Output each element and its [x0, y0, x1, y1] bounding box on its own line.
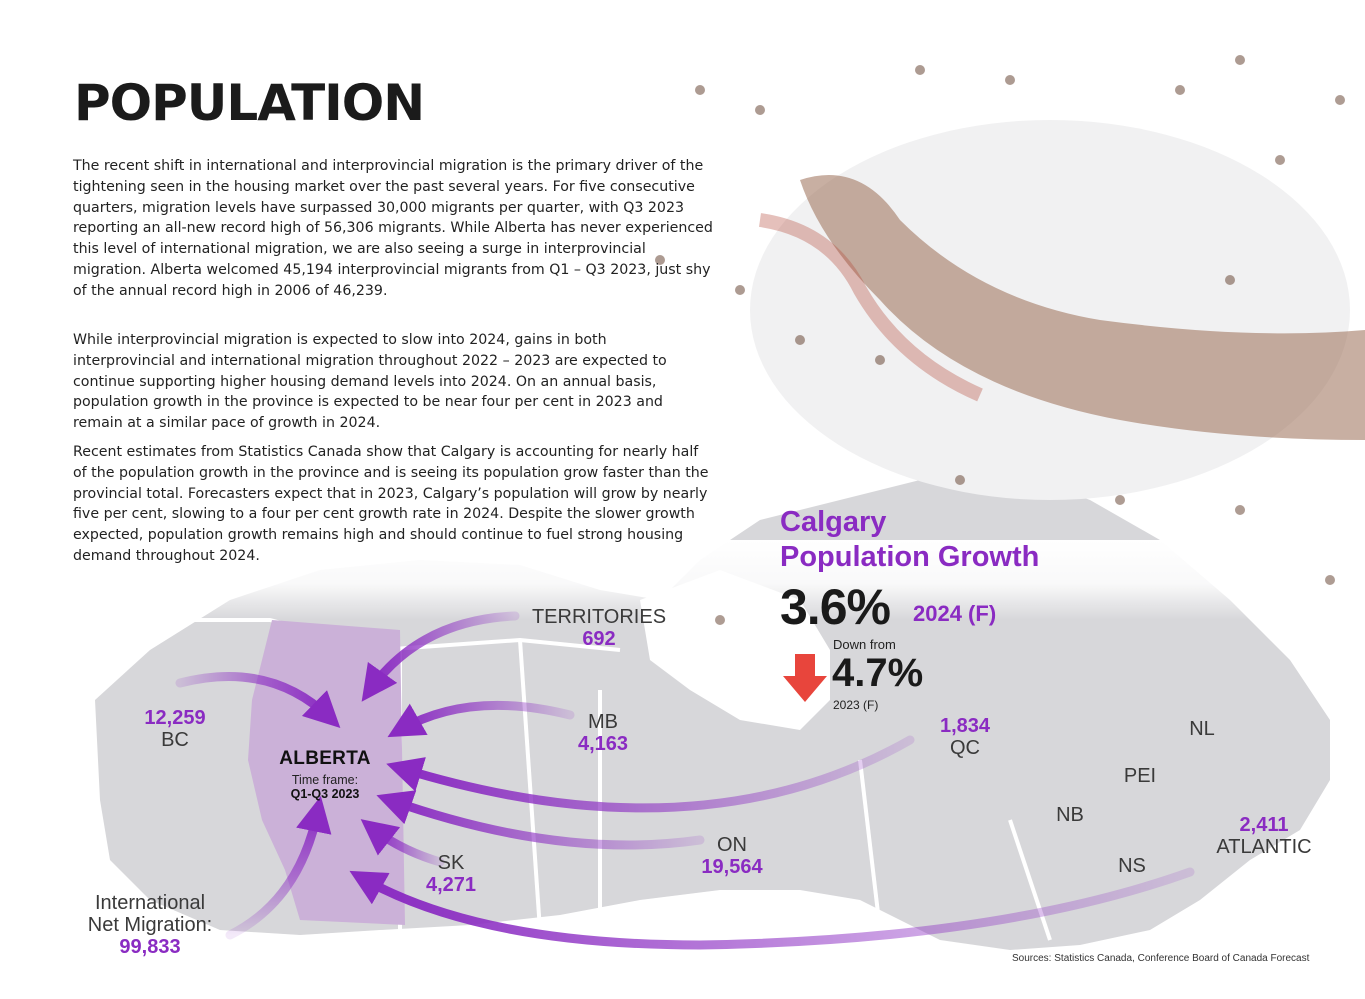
growth-title	[780, 505, 1039, 576]
alberta-label	[262, 748, 388, 801]
paragraph-1: The recent shift in international and interprovincial migration is the primary driver of the tightening seen in the housing market over the past several years. For five consecutive quarters, migration levels have surpassed 30,000 migrants per quarter, with Q3 2023 reporting an all-new record high of 56,306 migrants. While Alberta has never experienced this level of international migration, we are also seeing a surge in interprovincial migration. Alberta welcomed 45,194 interprovincial migrants from Q1 – Q3 2023, just shy of the annual record high in 2006 of 46,239.	[73, 158, 713, 299]
nb-label: NB	[1056, 804, 1084, 826]
growth-title-line1: Calgary	[780, 506, 887, 538]
ns-label: NS	[1118, 855, 1146, 877]
mb-label	[563, 711, 643, 755]
atlantic-name: ATLANTIC	[1216, 836, 1312, 858]
timeframe-value: Q1-Q3 2023	[290, 787, 360, 801]
territories-name: TERRITORIES	[531, 606, 667, 628]
territories-value: 692	[582, 628, 616, 650]
on-label	[688, 834, 776, 878]
international-name-1: International	[94, 892, 206, 914]
pei-label: PEI	[1123, 765, 1157, 787]
down-arrow-icon	[783, 654, 827, 702]
alberta-name: ALBERTA	[279, 748, 371, 769]
international-value: 99,833	[119, 936, 181, 958]
growth-title-line2: Population Growth	[780, 541, 1040, 574]
qc-name: QC	[950, 737, 980, 759]
mb-name: MB	[588, 711, 618, 733]
paragraph-3: Recent estimates from Statistics Canada show that Calgary is accounting for nearly half of the population growth in the province and is seeing its population grow faster than the provincial total. Forecasters expect that in 2023, Calgary’s population will grow by nearly five per cent, slowing to a four per cent growth rate in 2024. Despite the slower growth expected, population growth remains high and should continue to fuel strong housing demand throughout 2024.	[73, 444, 709, 564]
qc-label	[925, 715, 1005, 759]
page-title: POPULATION	[74, 74, 425, 132]
down-from-label: Down from	[833, 637, 896, 652]
sources-note: Sources: Statistics Canada, Conference Board of Canada Forecast	[1012, 953, 1310, 964]
growth-value: 3.6%	[780, 579, 890, 635]
sk-label	[411, 852, 491, 896]
atlantic-label	[1200, 814, 1328, 858]
on-value: 19,564	[701, 856, 763, 878]
previous-growth-value: 4.7%	[832, 651, 924, 695]
paragraph-2: While interprovincial migration is expected to slow into 2024, gains in both interprovincial and international migration throughout 2022 – 2023 are expected to continue supporting higher housing demand levels into 2024. On an annual basis, population growth in the province is expected to be near four per cent in 2023 and remain at a similar pace of growth in 2024.	[73, 332, 667, 432]
on-name: ON	[717, 834, 747, 856]
bc-value: 12,259	[144, 707, 206, 729]
previous-growth-year: 2023 (F)	[833, 698, 879, 712]
bc-label	[130, 707, 220, 751]
timeframe-label: Time frame:	[291, 773, 359, 787]
bc-name: BC	[161, 729, 189, 751]
mb-value: 4,163	[577, 733, 629, 755]
sk-value: 4,271	[425, 874, 477, 896]
qc-value: 1,834	[939, 715, 991, 737]
international-label	[70, 892, 230, 958]
atlantic-value: 2,411	[1239, 814, 1289, 836]
international-name-2: Net Migration:	[87, 914, 213, 936]
sk-name: SK	[437, 852, 465, 874]
growth-year: 2024 (F)	[913, 601, 997, 626]
territories-label	[520, 606, 678, 650]
nl-label: NL	[1189, 718, 1215, 740]
